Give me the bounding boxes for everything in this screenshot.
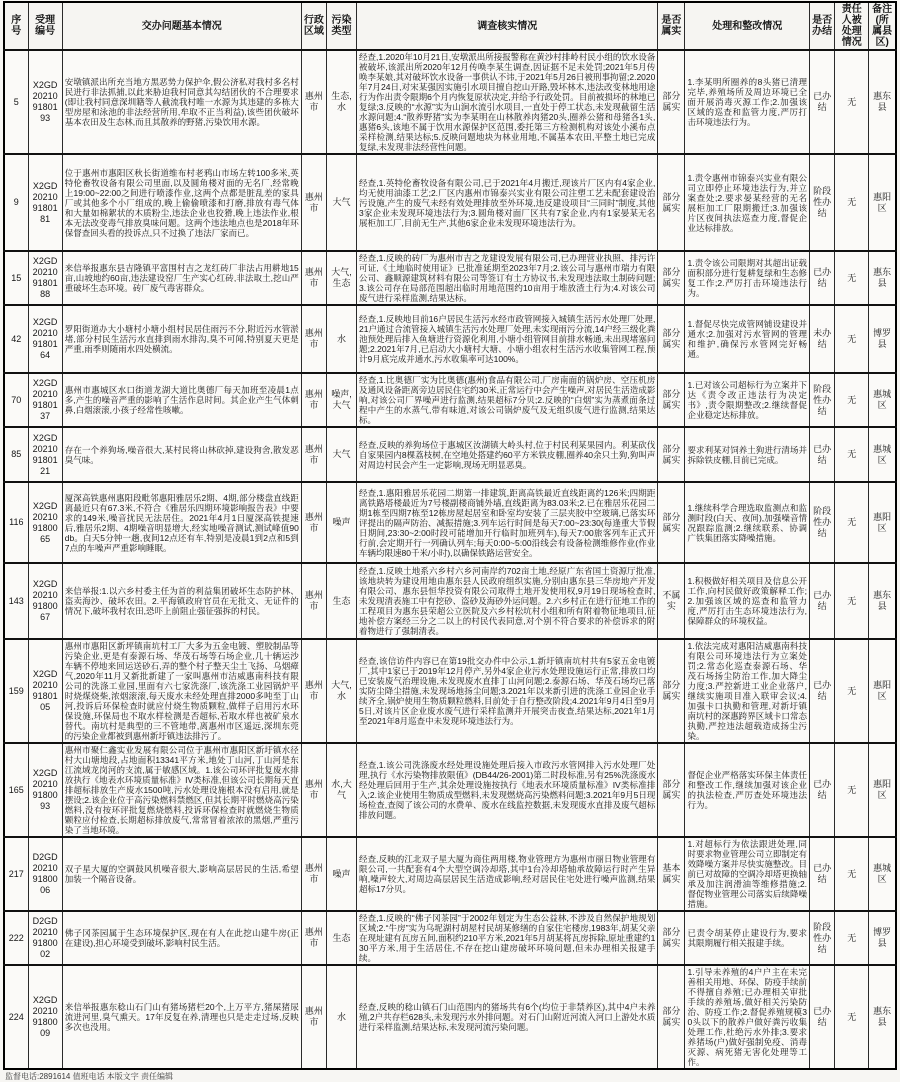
cell-remark: 博罗县 xyxy=(869,305,896,373)
cell-region: 惠州市 xyxy=(301,965,326,1069)
cell-pollution: 生态 xyxy=(326,911,356,965)
cell-case_no: X2GD202109180181 xyxy=(28,154,62,251)
cell-closed: 阶段性办结 xyxy=(810,154,835,251)
table-row xyxy=(4,639,896,743)
cell-responsible: 无 xyxy=(835,305,869,373)
cell-seq: 85 xyxy=(4,427,28,482)
cell-remark: 惠东县 xyxy=(869,965,896,1069)
cell-seq: 15 xyxy=(4,251,28,305)
cell-handling: 1.积极做好相关项目及信息公开工作,向村民做好政策解释工作;2.加强该区域的巡查和监管力度,严厉打击生态环境违法行为,保障群众的环境权益。 xyxy=(685,563,810,639)
cell-case_no: X2GD202109180065 xyxy=(28,482,62,563)
cell-responsible: 无 xyxy=(835,427,869,482)
cell-closed: 未办结 xyxy=(810,305,835,373)
header-cell-investigation: 调查核实情况 xyxy=(357,2,658,50)
cell-handling: 已责令胡某停止建设行为,要求其限期履行相关报建手续。 xyxy=(685,911,810,965)
cell-region: 惠州市 xyxy=(301,50,326,154)
cell-case_no: D2GD202109180002 xyxy=(28,911,62,965)
cell-verified: 部分属实 xyxy=(658,965,685,1069)
cell-pollution: 水 xyxy=(326,965,356,1069)
cell-verified: 基本属实 xyxy=(658,837,685,911)
cell-remark: 惠东县 xyxy=(869,251,896,305)
cell-investigation: 经查,1.反映土地系六乡村六乡河南岸约702亩土地,经原广东省国土资源厅批准,该地块转为建设用地由惠东县人民政府组织实施,分别由惠东县三华房地产开发有限公司、惠东县恒华投资有限公司取得土地开发使用权,9月19日现场检查时,未发现清表施工中有挖砂、盗砂及海砂外运问题。2.六乡村正在进行征地工作的工程项目为惠东县荣超公立医院及六乡村松坑村小组和所有附着物征地项目,征地补偿方案经三分之二以上的村民代表同意,对个别不符合要求的补偿诉求的附着物进行了强制清表。 xyxy=(357,563,658,639)
cell-responsible: 无 xyxy=(835,837,869,911)
table-body xyxy=(4,50,896,1069)
cell-case_no: X2GD202109180164 xyxy=(28,305,62,373)
cell-pollution: 生态 xyxy=(326,563,356,639)
cell-closed: 阶段性办结 xyxy=(810,373,835,427)
cell-case_no: X2GD202109180105 xyxy=(28,639,62,743)
cell-pollution: 水 xyxy=(326,305,356,373)
cell-issue: 厦深高铁惠州惠阳段毗邻惠阳雅居乐2期、4期,部分楼盘直线距离最近只有67.3米,不符合《雅居乐四期环境影响报告表》中要求的149米,噪音扰民无法居住。2021年4月1日厦深高铁提速后,雅居乐2期、4期噪音明显增大,经实地噪音测试,测试峰值90db。白天5分钟一趟,夜间12点还有车,特别是凌晨1到2点和5到7点的车噪声严重影响睡眠。 xyxy=(62,482,301,563)
cell-responsible: 无 xyxy=(835,911,869,965)
cell-investigation: 经查,反映的稔山镇石门山范围内的猪场共有6个(均位于非禁养区),其中4户未养殖,2户共存栏628头,未发现污水外排问题。对石门山附近河流入河口上游处水质进行采样监测,结果达标,未发现河流污染问题。 xyxy=(357,965,658,1069)
cell-investigation: 经查,1.该公司洗涤废水经处理设施处理后接入市政污水管网排入污水处理厂处理,执行《水污染物排放限值》(DB44/26-2001)第二时段标准,另有25%洗涤废水经处理后回用于生产,其余处理设施按执行《地表水环境质量标准》IV类标准排入;2.该企业使用生物质成型燃料,未发现燃烧高污染燃料问题;3.2021年9月5日现场检查,查阅了该公司的水费单、废水在线监控数据,未发现废水直排及废气超标排放问题。 xyxy=(357,743,658,837)
header-cell-closed: 是否办结 xyxy=(810,2,835,50)
cell-investigation: 经查,1.反映的砖厂为惠州市吉之龙建设发展有限公司,已办理营业执照、排污许可证,《土地临时使用证》已批准延期至2023年7月;2.该公司与惠州市瑞力有限公司、鑫顺源建筑材料有限公司等签订有土方协议书,未发现违法取土制砖问题;3.该公司存在局部范围超出临时用地范围约10亩用于堆放渣土行为;4.对该公司废气进行采样监测,结果达标。 xyxy=(357,251,658,305)
cell-region: 惠州市 xyxy=(301,251,326,305)
cell-closed: 已办结 xyxy=(810,639,835,743)
cell-case_no: X2GD202109180093 xyxy=(28,743,62,837)
cell-closed: 已办结 xyxy=(810,965,835,1069)
cell-seq: 5 xyxy=(4,50,28,154)
table-row xyxy=(4,50,896,154)
cell-verified: 部分属实 xyxy=(658,373,685,427)
cell-pollution: 噪声,大气 xyxy=(326,373,356,427)
cell-case_no: X2GD202109180193 xyxy=(28,50,62,154)
table-header-row xyxy=(4,2,896,50)
cell-verified: 部分属实 xyxy=(658,911,685,965)
cell-issue: 双子星大厦的空调鼓风机噪音很大,影响高层居民的生活,希望加装一个隔音设备。 xyxy=(62,837,301,911)
cell-seq: 217 xyxy=(4,837,28,911)
table-row xyxy=(4,251,896,305)
cell-closed: 已办结 xyxy=(810,251,835,305)
cell-remark: 惠阳区 xyxy=(869,482,896,563)
table-row xyxy=(4,965,896,1069)
cell-closed: 阶段性办结 xyxy=(810,482,835,563)
cell-region: 惠州市 xyxy=(301,373,326,427)
cell-region: 惠州市 xyxy=(301,154,326,251)
cell-closed: 已办结 xyxy=(810,427,835,482)
cell-region: 惠州市 xyxy=(301,427,326,482)
cell-investigation: 经查,1.反映的“佛子冈茶园”于2002年划定为生态公益林,不涉及自然保护地规划区域;2.“牛房”实为乌坭湖村胡屋村民胡某修缮的自家住宅楼房,1983年,胡某父亲在现址建有瓦房五间,面积约210平方米,2021年5月胡某将瓦房拆除,原址重建约130平方米,用于生活居住,不存在挖山建房破坏环境问题,但未办理相关报建手续。 xyxy=(357,911,658,965)
header-cell-verified: 是否属实 xyxy=(658,2,685,50)
cell-seq: 116 xyxy=(4,482,28,563)
cell-issue: 来信举报:1.以六乡村委主任为首的利益集团破坏生态防护林、盗卖海沙、破坏农田。2.平海镇政府官员在无批文、无证件的情况下,破坏我村农田,恐吓上前阻止强征强拆的村民。 xyxy=(62,563,301,639)
table-row xyxy=(4,911,896,965)
cell-responsible: 无 xyxy=(835,563,869,639)
cell-issue: 惠州市聚仁鑫实业发展有限公司位于惠州市惠阳区新圩镇水径村大山塘地段,占地面积13341平方米,地处丁山河,丁山河是东江流域龙岗河的支流,属于敏感区域。1.该公司环评批复废水排放执行《地表水环境质量标准》IV类标准,但该公司长期每天直排超标排放生产废水1500吨,污水处理设施根本没有启用,就是摆设;2.该企业位于高污染燃料禁燃区,但其长期平时燃烧高污染燃料,没有按环评批复燃烧燃料,投诉环保检查时就燃烧生物质颗粒应付检查,长期超标排放废气,常常冒着浓浓的黑烟,严重污染了当地环境。 xyxy=(62,743,301,837)
cell-handling: 1.李某明所圈养的8头猪已清理完毕,养殖场所及周边环境已全面开展消毒灭源工作;2.加强该区域的巡查和监管力度,严厉打击环境违法行为。 xyxy=(685,50,810,154)
table-row xyxy=(4,837,896,911)
cell-remark: 惠东县 xyxy=(869,563,896,639)
cell-handling: 1.继续科学合理选取监测点和监测时段(白天、夜间),加强噪音情况跟踪监测;2.继续联系、协调广铁集团落实降噪措施。 xyxy=(685,482,810,563)
cell-remark: 惠阳区 xyxy=(869,743,896,837)
cell-responsible: 无 xyxy=(835,965,869,1069)
cell-issue: 位于惠州市惠阳区秋长街道维布村老鸦山市场左转100多米,英特伦畜牧设备有限公司里面,以及圆角楼对面的无名厂,经常晚上19:00~22:00之间进行喷漆作业,这两个点都是脏乱差的家具厂或其他多个小厂组成的,晚上偷偷喷漆和打磨,排放有毒气体和大量如棉絮状的木质粉尘,违法企业也狡猾,晚上违法作业,根本无法改变毒气排放臭味问题。这两个违法地点也是2018年环保督查回头看的投诉点,只不过换了违法厂家而已。 xyxy=(62,154,301,251)
cell-issue: 佛子冈茶园属于生态环境保护区,现在有人在此挖山建牛房(正在建设),担心环境受到破坏,影响村民生活。 xyxy=(62,911,301,965)
cell-pollution: 大气,水 xyxy=(326,639,356,743)
cell-seq: 9 xyxy=(4,154,28,251)
cell-closed: 阶段性办结 xyxy=(810,911,835,965)
header-cell-remark: 备注(所属县区) xyxy=(869,2,896,50)
cell-issue: 来信举报惠东县吉隆镇平富围村吉之龙红砖厂非法占用耕地15亩,山坡地约60亩,违法建设窑厂生产实心红砖,非法取土,挖山严重破坏生态环境。砖厂废气毒害群众。 xyxy=(62,251,301,305)
cell-investigation: 经查,反映的养狗场位于惠城区汝湖镇大岭头村,位于村民利某果园内。利某砍伐自家果园内8棵荔枝树,在空地处搭建约60平方米铁皮棚,圈养40余只土狗,狗叫声对周边村民会产生一定影响,现场无明显恶臭。 xyxy=(357,427,658,482)
table-row xyxy=(4,373,896,427)
cell-closed: 已办结 xyxy=(810,837,835,911)
table-row xyxy=(4,154,896,251)
cell-responsible: 无 xyxy=(835,373,869,427)
table-row xyxy=(4,743,896,837)
cell-pollution: 大气,生态 xyxy=(326,251,356,305)
cell-closed: 已办结 xyxy=(810,743,835,837)
header-cell-seq: 序号 xyxy=(4,2,28,50)
cell-responsible: 无 xyxy=(835,639,869,743)
cell-issue: 存在一个养狗场,噪音很大,某村民将山林砍掉,建设狗舍,散发恶臭气味。 xyxy=(62,427,301,482)
cell-seq: 224 xyxy=(4,965,28,1069)
cell-remark: 惠城区 xyxy=(869,373,896,427)
page-footer-note: 监督电话:2891614 值班电话 本版文字 责任编辑 xyxy=(5,1072,174,1081)
cell-seq: 222 xyxy=(4,911,28,965)
complaints-table xyxy=(3,1,897,1070)
cell-investigation: 经查,1.比奥德厂实为比奥德(惠州)食品有限公司,厂房南面的锅炉房、空压机房及通风设备距离旁边居民住宅约30米,正常运行中会产生噪声,对居民生活造成影响,对该公司厂界噪声进行监测,结果超标7分贝;2.反映的“白烟”实为蒸煮面条过程中产生的水蒸气,带有味道,对该公司锅炉废气及无组织废气进行监测,结果达标。 xyxy=(357,373,658,427)
cell-region: 惠州市 xyxy=(301,837,326,911)
cell-handling: 1.对超标行为依法跟进处理,同时要求物业管理公司立即制定有效降噪方案并尽快实施整改。目前已对故障的空调冷却塔更换轴承及加注润滑油等维修措施;2.督促物业管理公司落实后续降噪措施。 xyxy=(685,837,810,911)
header-cell-case_no: 受理编号 xyxy=(28,2,62,50)
cell-responsible: 无 xyxy=(835,743,869,837)
cell-verified: 部分属实 xyxy=(658,427,685,482)
cell-remark: 惠城区 xyxy=(869,427,896,482)
cell-region: 惠州市 xyxy=(301,639,326,743)
cell-handling: 1.督促尽快完成管网铺设建设并通水;2.加强对污水管网的管理和维护,确保污水管网完好畅通。 xyxy=(685,305,810,373)
header-cell-handling: 处理和整改情况 xyxy=(685,2,810,50)
cell-seq: 42 xyxy=(4,305,28,373)
cell-handling: 督促企业严格落实环保主体责任和整改工作,继续加强对该企业的执法检查,严厉查处环境违法行为。 xyxy=(685,743,810,837)
cell-remark: 惠阳区 xyxy=(869,639,896,743)
cell-remark: 博罗县 xyxy=(869,911,896,965)
cell-remark: 惠城区 xyxy=(869,837,896,911)
cell-region: 惠州市 xyxy=(301,563,326,639)
cell-pollution: 噪声 xyxy=(326,482,356,563)
cell-investigation: 经查,该信访件内容已在第19批交办件中公示,1.新圩镇南坑村共有5家五金电镀厂,其中1家已于2019年12月停产,另外4家企业污水处理设施运行正常,排放口均已安装废气治理设施,未发现废水直排丁山河问题;2.泰源石场、华茂石场均已落实防尘降尘措施,未发现场地扬尘问题;3.2021年以来新引进的洗涤工业园企业手续齐全,锅炉使用生物质颗粒燃料,目前处于自行整改阶段;4.2021年9月4日至9月5日,对该片区企业废水废气进行采样监测并开展突击夜查,结果达标,2021年1月至2021年8月巡查中未发现环境违法行为。 xyxy=(357,639,658,743)
header-cell-pollution: 污染类型 xyxy=(326,2,356,50)
cell-seq: 159 xyxy=(4,639,28,743)
cell-pollution: 水,大气 xyxy=(326,743,356,837)
cell-case_no: D2GD202109180006 xyxy=(28,837,62,911)
cell-region: 惠州市 xyxy=(301,743,326,837)
cell-region: 惠州市 xyxy=(301,305,326,373)
cell-verified: 部分属实 xyxy=(658,743,685,837)
cell-investigation: 经查,1.2020年10月21日,安墩派出所接报警称在黄沙村排岭村民小组的饮水设备被破坏,该派出所2020年12月传唤李某生调查,因证据不足未处罚;2021年5月传唤李某娘,其对破坏饮水设备一事供认不讳,于2021年5月26日被刑事拘留;2.2020年7月24日,对宋某强因实施引水项目擅自挖山开路,毁坏林木,违法改变林地用途行为作出责令限期6个月内恢复原状决定,并给予行政处罚。目前被损坏的林地已复绿;3.反映的“水源”实为山涧水流引水项目,一直处于停工状态,未发现截留生活水源问题;4.“散养野猪”实为李某明在山林散养肉猪20头,圈养公猪和母猪各1头,惠猪6头,该地不属于饮用水源保护区范围,委托第三方检测机构对该处小溪布点采样检测,结果达标;5.反映问题地块为林业用地,不属基本农田,平整土地已完成复绿,未发现非法经营性问题。 xyxy=(357,50,658,154)
cell-verified: 部分属实 xyxy=(658,305,685,373)
cell-investigation: 经查,1.英特伦畜牧设备有限公司,已于2021年4月搬迁,现该片厂区内有4家企业,均无使用油漆工艺;2.厂区内惠州市锦泰兴实业有限公司注塑工艺未配套建设治污设施,产生的废气未经有效处理排放至外环境,违反建设项目“三同时”制度,其他3家企业未发现环境违法行为;3.圆角楼对面厂区共有7家企业,内有1家晏某无名展柜加工厂,目前无生产,其他6家企业未发现环境违法行为。 xyxy=(357,154,658,251)
cell-verified: 部分属实 xyxy=(658,251,685,305)
cell-case_no: X2GD202109180121 xyxy=(28,427,62,482)
header-cell-region: 行政区域 xyxy=(301,2,326,50)
cell-issue: 来信举报惠东稔山石门山有猪场猪栏20个,上万平方,猪屎猪尿流进河里,臭气熏天。17年反复在养,清理也只是走走过场,反映多次也没用。 xyxy=(62,965,301,1069)
cell-seq: 143 xyxy=(4,563,28,639)
cell-investigation: 经查,1.反映地目前16户居民生活污水经市政管网接入城镇生活污水处理厂处理,21户通过合流管接入城镇生活污水处理厂处理,未实现雨污分流,14户经三级化粪池预处理后排入鱼塘进行资源化利用,小塘小组管网目前排水畅通,未出现堵塞问题;2.2021年7月,已启动大小塘村大塘、小塘小组农村生活污水收集管网工程,预计9月底完成并通水,污水收集率可达100%。 xyxy=(357,305,658,373)
cell-verified: 部分属实 xyxy=(658,639,685,743)
cell-issue: 惠州市惠城区水口街道龙湖大道比奥德厂每天加班至凌晨1点多,产生的噪音严重的影响了生活作息时间。其企业产生气体刺鼻,白烟滚滚,小孩子经常性咳嗽。 xyxy=(62,373,301,427)
cell-responsible: 无 xyxy=(835,50,869,154)
table-row xyxy=(4,427,896,482)
cell-issue: 罗阳街道办大小塘村小塘小组村民居住雨污不分,附近污水管淤堵,部分村民生活污水直排到雨水排沟,臭不可闻,特别夏天更是严重,雨季则随雨水四处横流。 xyxy=(62,305,301,373)
cell-responsible: 无 xyxy=(835,251,869,305)
table-row xyxy=(4,305,896,373)
cell-handling: 1.引导未养殖的4户户主在未完善相关用地、环保、防疫手续前不得擅自养殖;已办理相关审批手续的养殖场,做好相关污染防治、防疫工作;2.督促养殖规模30头以下的散养户做好粪污收集处理工作,杜绝污水外排;3.要求养猪场(户)做好强制免疫、消毒灭源、病死猪无害化处理等工作。 xyxy=(685,965,810,1069)
cell-seq: 70 xyxy=(4,373,28,427)
cell-case_no: X2GD202109180137 xyxy=(28,373,62,427)
cell-case_no: X2GD202109180188 xyxy=(28,251,62,305)
cell-case_no: X2GD202109180067 xyxy=(28,563,62,639)
cell-pollution: 大气 xyxy=(326,154,356,251)
cell-verified: 不属实 xyxy=(658,563,685,639)
cell-responsible: 无 xyxy=(835,154,869,251)
table-row xyxy=(4,563,896,639)
cell-pollution: 生态,水 xyxy=(326,50,356,154)
cell-verified: 部分属实 xyxy=(658,154,685,251)
cell-handling: 要求利某对饲养土狗进行清场并拆除铁皮棚,目前已完成。 xyxy=(685,427,810,482)
header-cell-responsible: 责任人被处理情况 xyxy=(835,2,869,50)
cell-responsible: 无 xyxy=(835,482,869,563)
cell-region: 惠州市 xyxy=(301,482,326,563)
cell-verified: 部分属实 xyxy=(658,50,685,154)
cell-pollution: 大气 xyxy=(326,427,356,482)
cell-closed: 已办结 xyxy=(810,563,835,639)
table-row xyxy=(4,482,896,563)
cell-handling: 1.责令该公司限期对其超出证载面积部分进行复耕复绿和生态修复工作;2.严厉打击环境违法行为。 xyxy=(685,251,810,305)
cell-seq: 165 xyxy=(4,743,28,837)
cell-handling: 1.已对该公司超标行为立案并下达《责令改正违法行为决定书》,责令限期整改;2.继续督促企业稳定达标排放。 xyxy=(685,373,810,427)
cell-region: 惠州市 xyxy=(301,911,326,965)
cell-investigation: 经查,1.惠阳雅居乐花园二期第一排建筑,距离高铁最近直线距离约126米;四期距离铁路塔楼最近为7号楼副楼商铺外墙,直线距离为83.03米;2.已在雅居乐花园二期1栋至四期7栋至12栋房屋起居室和卧室均安装了三层夹胶中空玻璃,已落实环评提出的隔声防治、减振措施;3.列车运行时间是每天7:00~23:30(每逢重大节假日期间,23:30~2:00时段可能增加开行临时加班列车),每天7:00旅客列车正式开行前,会定期开行一列确认列车;每天0:00~5:00沿线会有设备检测维修作业(作业车辆均限速80千米/小时),以确保铁路运营安全。 xyxy=(357,482,658,563)
cell-pollution: 噪声 xyxy=(326,837,356,911)
header-cell-issue: 交办问题基本情况 xyxy=(62,2,301,50)
cell-verified: 部分属实 xyxy=(658,482,685,563)
cell-remark: 惠东县 xyxy=(869,50,896,154)
cell-handling: 1.责令惠州市锦泰兴实业有限公司立即停止环境违法行为,并立案查处;2.要求晏某经营的无名展柜加工厂限期搬迁;3.加强该片区夜间执法巡查力度,督促企业达标排放。 xyxy=(685,154,810,251)
cell-issue: 惠州市惠阳区新坪镇南坑村工厂大多为五金电镀、塑胶制品等污染企业,更是有泰源石场、华茂石场等石场企业,几十辆运沙车辆不停地来回运送砂石,弄的整个村子整天尘土飞扬、乌烟瘴气,2020年11月又新批新建了一家叫惠州市洁威惠南科技有限公司的洗涤工业园,里面有六七家洗涤厂,该洗涤工业园锅炉平时烧煤烧柴,浓烟滚滚,每天废水未经处理直排2000多吨至丁山河,投诉后环保检查时就应付烧生物质颗粒,做样子启用污水环保设施,环保局也不取水样检测是否超标,若取水样也被矿泉水替代。南坑村是典型的三不管地带,离惠州市区遥远,深圳东莞的污染企业都被到惠州新圩镇违法排污了。 xyxy=(62,639,301,743)
cell-issue: 安墩镇派出所充当地方黑恶势力保护伞,假公济私对我村多名村民进行非法抓捕,以此来胁迫我村同意其勾结团伙的不合理要求(即让我村同意深圳籍等人截流我村唯一水源为其违建的多栋大型房屋和泳池的非法经营所用,牟取不正当利益),该些团伙破坏基本农田及生态林,而且其散养的野猪,污染饮用水源。 xyxy=(62,50,301,154)
cell-case_no: X2GD202109180009 xyxy=(28,965,62,1069)
cell-investigation: 经查,反映的江北双子星大厦为商住两用楼,物业管理方为惠州市丽日物业管理有限公司,一共配套有4个大型空调冷却塔,其中1台冷却塔轴承故障运行时产生异响,噪声较大,对周边高层居民生活造成影响,经对居民住宅处进行噪声监测,结果超标17分贝。 xyxy=(357,837,658,911)
cell-remark: 惠阳区 xyxy=(869,154,896,251)
cell-closed: 已办结 xyxy=(810,50,835,154)
cell-handling: 1.依法完成对惠阳洁威惠南科技有限公司环境违法行为立案处罚;2.常态化巡查泰源石场、华茂石场扬尘防治工作,加大降尘力度;3.严控新进工业企业落户,继续实施项目准入联审会议;4.加强卡口执勤和管理,对新圩镇南坑村的深惠跨界区域卡口常态执勤,严控违法超载造成扬尘污染。 xyxy=(685,639,810,743)
